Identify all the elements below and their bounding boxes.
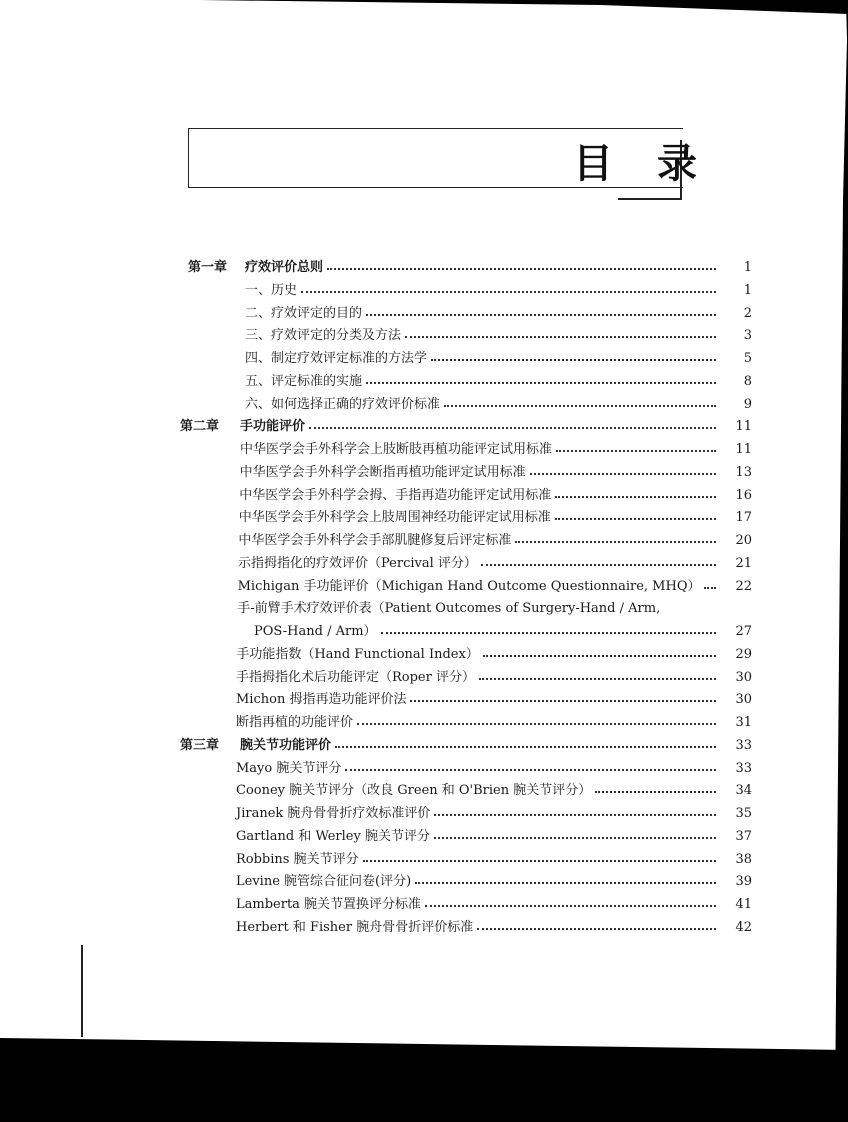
dot-leader: [515, 527, 716, 543]
toc-entry-title: 三、疗效评定的分类及方法: [245, 328, 402, 344]
page-gutter-line: [81, 945, 83, 1037]
toc-entry-title: 中华医学会手外科学会断指再植功能评定试用标准: [239, 464, 526, 480]
toc-entry-title: Levine 腕管综合征问卷(评分): [236, 874, 412, 890]
dot-leader: [405, 322, 716, 338]
toc-entry-row[interactable]: [0, 436, 848, 458]
toc-entry-title: Michon 拇指再造功能评价法: [236, 692, 407, 708]
dot-leader: [481, 550, 716, 566]
toc-entry-title: 中华医学会手外科学会上肢断肢再植功能评定试用标准: [240, 442, 553, 457]
toc-entry-row[interactable]: [0, 300, 848, 322]
toc-entry-row[interactable]: [0, 709, 848, 731]
dot-leader: [335, 732, 716, 748]
dot-leader: [434, 823, 716, 839]
toc-entry-row[interactable]: [0, 277, 848, 299]
toc-entry-row[interactable]: [0, 391, 848, 413]
toc-page-number: 34: [735, 783, 752, 799]
toc-page-number: 11: [735, 419, 752, 435]
toc-entry-title: 腕关节功能评价: [240, 737, 332, 753]
toc-entry-title: Gartland 和 Werley 腕关节评分: [236, 828, 430, 844]
dot-leader: [595, 777, 716, 793]
dot-leader: [363, 846, 716, 862]
toc-entry-row[interactable]: [0, 755, 848, 777]
chapter-number: 第二章: [180, 419, 220, 435]
toc-page-number: 35: [735, 806, 752, 821]
toc-page-number: 21: [735, 555, 752, 571]
toc-page-number: 20: [735, 533, 752, 548]
toc-entry-title: Cooney 腕关节评分（改良 Green 和 O'Brien 腕关节评分）: [236, 783, 592, 799]
toc-entry-title: POS-Hand / Arm）: [254, 624, 377, 639]
toc-entry-row[interactable]: [0, 550, 848, 572]
toc-entry-row[interactable]: [0, 800, 848, 822]
toc-entry-title: Herbert 和 Fisher 腕舟骨骨折评价标准: [236, 919, 474, 935]
dot-leader: [415, 868, 716, 884]
toc-page-number: 22: [735, 578, 752, 594]
toc-entry-title: 手指拇指化术后功能评定（Roper 评分）: [236, 669, 475, 685]
toc-page-number: 30: [735, 692, 752, 708]
toc-entry-title: 手-前臂手术疗效评价表（Patient Outcomes of Surgery-Hand / Arm,: [237, 601, 661, 617]
toc-entry-title: 手功能指数（Hand Functional Index）: [236, 646, 479, 662]
toc-page-number: 1: [743, 260, 752, 275]
toc-chapter-row[interactable]: [0, 254, 848, 276]
toc-entry-row[interactable]: [0, 664, 848, 686]
dot-leader: [366, 368, 716, 384]
scan-edge-bottom: [0, 1030, 848, 1122]
toc-chapter-row[interactable]: [0, 732, 848, 754]
dot-leader: [357, 709, 716, 725]
toc-entry-row[interactable]: [0, 777, 848, 799]
toc-entry-title: 中华医学会手外科学会上肢周围神经功能评定试用标准: [238, 510, 551, 526]
toc-entry-row[interactable]: [0, 595, 848, 617]
toc-page-number: 41: [735, 897, 752, 912]
toc-entry-title: Lamberta 腕关节置换评分标准: [236, 897, 422, 912]
toc-entry-title: Michigan 手功能评价（Michigan Hand Outcome Questionnaire, MHQ）: [237, 578, 701, 594]
toc-entry-row[interactable]: [0, 459, 848, 481]
dot-leader: [366, 300, 716, 316]
toc-entry-row[interactable]: [0, 345, 848, 367]
toc-entry-row[interactable]: [0, 846, 848, 868]
toc-entry-row[interactable]: [0, 368, 848, 390]
dot-leader: [477, 914, 716, 930]
toc-page-number: 8: [743, 373, 752, 389]
toc-page-number: 9: [743, 396, 752, 412]
toc-entry-title: 中华医学会手外科学会拇、手指再造功能评定试用标准: [239, 487, 552, 503]
toc-entry-title: 四、制定疗效评定标准的方法学: [245, 351, 428, 366]
dot-leader: [309, 413, 716, 429]
toc-entry-row[interactable]: [0, 868, 848, 890]
chapter-number: 第三章: [180, 737, 220, 753]
toc-entry-row[interactable]: [0, 891, 848, 913]
toc-entry-row[interactable]: [0, 686, 848, 708]
toc-page-number: 31: [735, 715, 752, 730]
toc-page-number: 33: [735, 737, 752, 753]
dot-leader: [556, 436, 716, 452]
toc-entry-title: 示指拇指化的疗效评价（Percival 评分）: [238, 555, 477, 571]
page-title: 目录: [573, 140, 741, 187]
dot-leader: [444, 391, 716, 407]
toc-page-number: 39: [735, 874, 752, 890]
toc-entry-row[interactable]: [0, 527, 848, 549]
toc-page-number: 37: [735, 828, 752, 844]
scan-edge-top: [0, 0, 848, 14]
toc-entry-title: 手功能评价: [240, 419, 306, 435]
dot-leader: [301, 277, 716, 293]
toc-page-number: 27: [735, 624, 752, 639]
toc-entry-title: Jiranek 腕舟骨骨折疗效标准评价: [236, 806, 431, 821]
dot-leader: [327, 254, 716, 270]
toc-entry-row[interactable]: [0, 914, 848, 936]
dot-leader: [425, 891, 716, 907]
chapter-number: 第一章: [188, 260, 228, 275]
dot-leader: [410, 686, 716, 702]
dot-leader: [483, 641, 716, 657]
dot-leader: [530, 459, 716, 475]
toc-entry-title: 中华医学会手外科学会手部肌腱修复后评定标准: [238, 533, 512, 548]
toc-entry-title: 断指再植的功能评价: [236, 715, 354, 730]
toc-entry-row[interactable]: [0, 573, 848, 595]
dot-leader: [704, 573, 716, 589]
toc-entry-title: 五、评定标准的实施: [245, 373, 363, 389]
toc-chapter-row[interactable]: [0, 413, 848, 435]
dot-leader: [431, 345, 716, 361]
toc-page-number: 5: [743, 351, 752, 366]
toc-entry-title: 六、如何选择正确的疗效评价标准: [245, 396, 441, 412]
toc-page-number: 2: [743, 305, 752, 321]
toc-page-number: 13: [735, 464, 752, 480]
toc-entry-title: Mayo 腕关节评分: [236, 760, 342, 776]
dot-leader: [434, 800, 716, 816]
toc-page-number: 30: [735, 669, 752, 685]
dot-leader: [555, 504, 716, 520]
dot-leader: [381, 618, 716, 634]
toc-page-number: 11: [735, 442, 752, 457]
toc-entry-row[interactable]: [0, 504, 848, 526]
dot-leader: [345, 755, 716, 771]
toc-page-number: 42: [735, 919, 752, 935]
toc-entry-title: 一、历史: [245, 282, 298, 298]
toc-entry-row[interactable]: [0, 618, 848, 640]
dot-leader: [479, 664, 716, 680]
toc-entry-row[interactable]: [0, 641, 848, 663]
toc-page-number: 3: [743, 328, 752, 344]
toc-page-number: 29: [735, 646, 752, 662]
toc-entry-title: 疗效评价总则: [245, 260, 324, 275]
toc-page-number: 33: [735, 760, 752, 776]
toc-page-number: 16: [735, 487, 752, 503]
toc-entry-title: 二、疗效评定的目的: [245, 305, 363, 321]
toc-entry-row[interactable]: [0, 322, 848, 344]
toc-page-number: 1: [743, 282, 752, 298]
dot-leader: [555, 482, 716, 498]
toc-entry-row[interactable]: [0, 823, 848, 845]
toc-page-number: 17: [735, 510, 752, 526]
toc-header-frame-tail: [618, 198, 682, 200]
toc-entry-title: Robbins 腕关节评分: [236, 851, 359, 867]
toc-page-number: 38: [735, 851, 752, 867]
toc-entry-row[interactable]: [0, 482, 848, 504]
